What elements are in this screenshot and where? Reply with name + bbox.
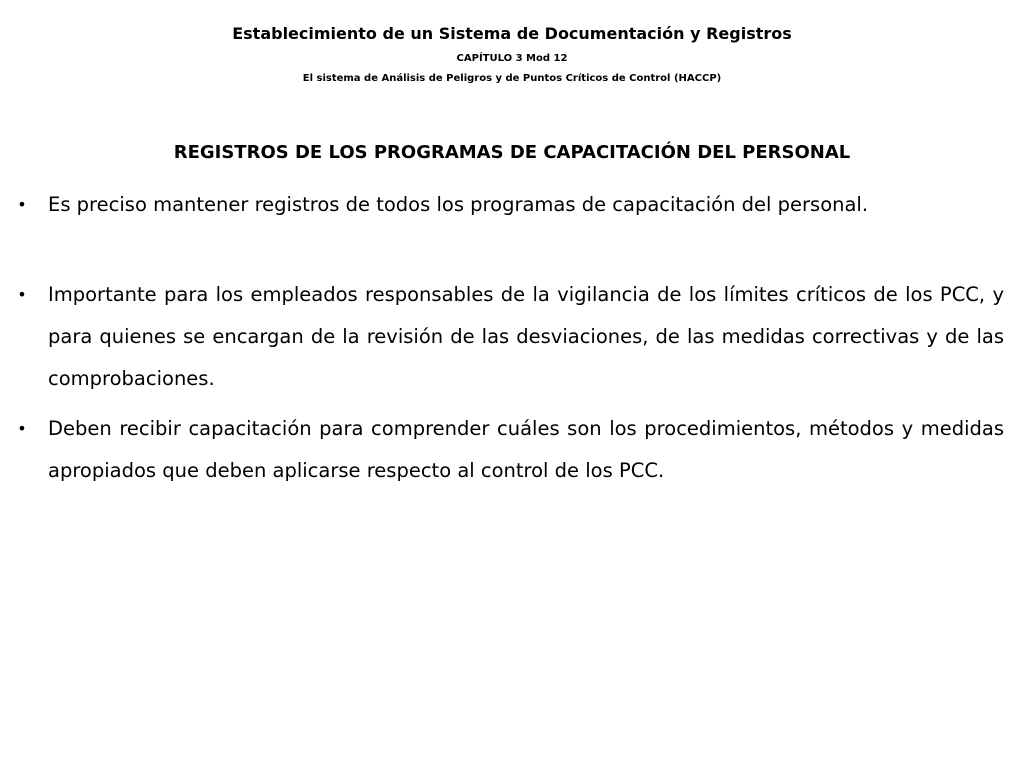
bullet-item	[12, 274, 1004, 400]
document-title: Establecimiento de un Sistema de Documentación y Registros	[232, 24, 792, 43]
bullet-icon: •	[17, 285, 27, 304]
bullet-item	[12, 184, 1004, 226]
bullet-text: Es preciso mantener registros de todos los programas de capacitación del personal.	[48, 193, 869, 216]
bullet-text: Deben recibir capacitación para comprender cuáles son los procedimientos, métodos y medidas apropiados que deben aplicarse respecto al control de los PCC.	[48, 417, 1004, 482]
document-header	[0, 22, 1024, 86]
bullet-text: Importante para los empleados responsables de la vigilancia de los límites críticos de los PCC, y para quienes se encargan de la revisión de las desviaciones, de las medidas correctivas y de las comprobaciones.	[48, 283, 1004, 390]
bullet-icon: •	[17, 195, 27, 214]
bullet-list	[12, 184, 1004, 492]
section-heading: REGISTROS DE LOS PROGRAMAS DE CAPACITACIÓN DEL PERSONAL	[173, 142, 851, 163]
chapter-label: CAPÍTULO 3 Mod 12	[456, 53, 568, 64]
document-subtitle: El sistema de Análisis de Peligros y de Puntos Críticos de Control (HACCP)	[302, 73, 722, 84]
bullet-item	[12, 408, 1004, 492]
bullet-icon: •	[17, 419, 27, 438]
